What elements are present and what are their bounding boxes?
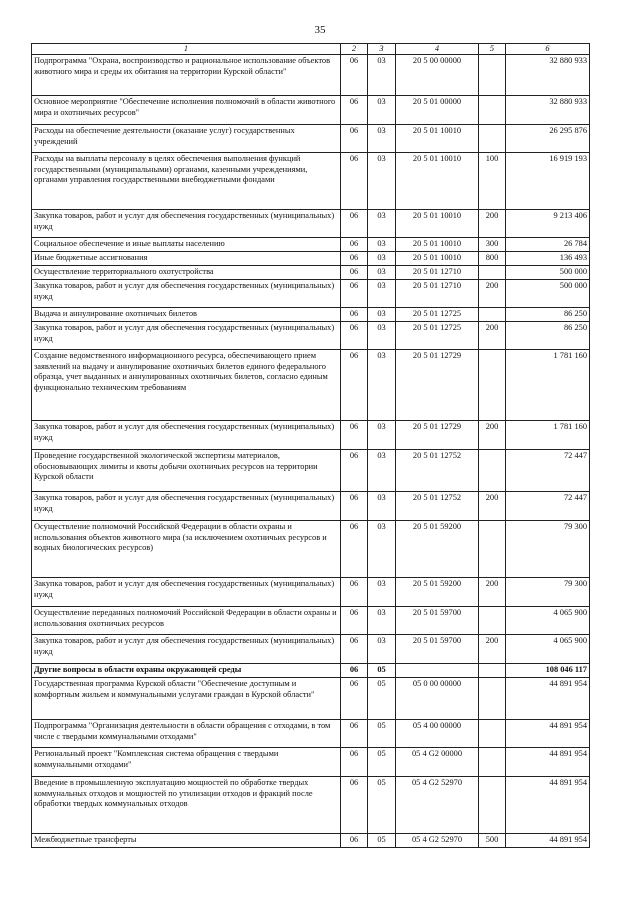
target-article-cell: 20 5 01 59700 xyxy=(396,607,479,635)
subsection-code-cell: 03 xyxy=(368,153,396,210)
budget-table-body xyxy=(32,44,590,848)
target-article-cell: 20 5 00 00000 xyxy=(396,55,479,96)
subsection-code-cell: 05 xyxy=(368,678,396,720)
target-article-cell: 20 5 01 12725 xyxy=(396,322,479,350)
item-name-cell: Закупка товаров, работ и услуг для обеспечения государственных (муниципальных) нужд xyxy=(32,492,341,521)
section-code-cell: 06 xyxy=(341,252,368,266)
table-row xyxy=(32,125,590,153)
column-number: 4 xyxy=(396,44,479,55)
table-row xyxy=(32,492,590,521)
subsection-code-cell: 05 xyxy=(368,664,396,678)
amount-cell: 44 891 954 xyxy=(506,834,590,848)
target-article-cell: 20 5 01 10010 xyxy=(396,153,479,210)
table-row xyxy=(32,252,590,266)
budget-table xyxy=(31,43,590,848)
table-row xyxy=(32,635,590,664)
target-article-cell: 05 4 G2 52970 xyxy=(396,777,479,834)
amount-cell: 72 447 xyxy=(506,450,590,492)
table-row xyxy=(32,421,590,450)
expense-type-cell: 200 xyxy=(479,210,506,238)
amount-cell: 26 784 xyxy=(506,238,590,252)
amount-cell: 500 000 xyxy=(506,266,590,280)
subsection-code-cell: 03 xyxy=(368,607,396,635)
table-row xyxy=(32,322,590,350)
section-code-cell: 06 xyxy=(341,125,368,153)
subsection-code-cell: 03 xyxy=(368,350,396,421)
table-row xyxy=(32,210,590,238)
column-number: 6 xyxy=(506,44,590,55)
amount-cell: 72 447 xyxy=(506,492,590,521)
item-name-cell: Подпрограмма "Охрана, воспроизводство и рациональное использование объектов животного мира и среды их обитания на территории Курской области" xyxy=(32,55,341,96)
expense-type-cell: 200 xyxy=(479,421,506,450)
subsection-code-cell: 03 xyxy=(368,421,396,450)
section-code-cell: 06 xyxy=(341,834,368,848)
item-name-cell: Подпрограмма "Организация деятельности в области обращения с отходами, в том числе с твердыми коммунальными отходами" xyxy=(32,720,341,748)
subsection-code-cell: 03 xyxy=(368,266,396,280)
section-code-cell: 06 xyxy=(341,777,368,834)
expense-type-cell xyxy=(479,777,506,834)
item-name-cell: Осуществление переданных полномочий Российской Федерации в области охраны и использования охотничьих ресурсов xyxy=(32,607,341,635)
subsection-code-cell: 05 xyxy=(368,834,396,848)
amount-cell: 44 891 954 xyxy=(506,748,590,777)
subsection-code-cell: 03 xyxy=(368,210,396,238)
amount-cell: 26 295 876 xyxy=(506,125,590,153)
amount-cell: 86 250 xyxy=(506,322,590,350)
subsection-code-cell: 03 xyxy=(368,450,396,492)
target-article-cell: 05 0 00 00000 xyxy=(396,678,479,720)
amount-cell: 1 781 160 xyxy=(506,421,590,450)
table-row xyxy=(32,664,590,678)
amount-cell: 79 300 xyxy=(506,578,590,607)
amount-cell: 79 300 xyxy=(506,521,590,578)
expense-type-cell xyxy=(479,720,506,748)
item-name-cell: Региональный проект "Комплексная система обращения с твердыми коммунальными отходами" xyxy=(32,748,341,777)
table-row xyxy=(32,238,590,252)
subsection-code-cell: 03 xyxy=(368,238,396,252)
amount-cell: 1 781 160 xyxy=(506,350,590,421)
item-name-cell: Закупка товаров, работ и услуг для обеспечения государственных (муниципальных) нужд xyxy=(32,578,341,607)
item-name-cell: Закупка товаров, работ и услуг для обеспечения государственных (муниципальных) нужд xyxy=(32,280,341,308)
amount-cell: 32 880 933 xyxy=(506,96,590,125)
amount-cell: 4 065 900 xyxy=(506,607,590,635)
table-row xyxy=(32,777,590,834)
target-article-cell: 05 4 G2 00000 xyxy=(396,748,479,777)
table-row xyxy=(32,607,590,635)
section-code-cell: 06 xyxy=(341,521,368,578)
expense-type-cell xyxy=(479,678,506,720)
item-name-cell: Введение в промышленную эксплуатацию мощностей по обработке твердых коммунальных отходов и мощностей по утилизации отходов и фракций после обработки твердых коммунальных отходов xyxy=(32,777,341,834)
expense-type-cell: 200 xyxy=(479,280,506,308)
table-row xyxy=(32,450,590,492)
target-article-cell: 05 4 G2 52970 xyxy=(396,834,479,848)
item-name-cell: Расходы на обеспечение деятельности (оказание услуг) государственных учреждений xyxy=(32,125,341,153)
table-row xyxy=(32,55,590,96)
section-code-cell: 06 xyxy=(341,492,368,521)
table-row xyxy=(32,308,590,322)
item-name-cell: Осуществление территориального охотустройства xyxy=(32,266,341,280)
table-row xyxy=(32,678,590,720)
subsection-code-cell: 03 xyxy=(368,635,396,664)
subsection-code-cell: 03 xyxy=(368,96,396,125)
target-article-cell: 20 5 01 10010 xyxy=(396,238,479,252)
item-name-cell: Закупка товаров, работ и услуг для обеспечения государственных (муниципальных) нужд xyxy=(32,421,341,450)
target-article-cell: 20 5 01 12729 xyxy=(396,421,479,450)
item-name-cell: Закупка товаров, работ и услуг для обеспечения государственных (муниципальных) нужд xyxy=(32,322,341,350)
amount-cell: 32 880 933 xyxy=(506,55,590,96)
table-row xyxy=(32,720,590,748)
section-code-cell: 06 xyxy=(341,720,368,748)
item-name-cell: Закупка товаров, работ и услуг для обеспечения государственных (муниципальных) нужд xyxy=(32,635,341,664)
expense-type-cell xyxy=(479,96,506,125)
item-name-cell: Осуществление полномочий Российской Федерации в области охраны и использования объектов животного мира (за исключением охотничьих ресурсов и водных биологических ресурсов) xyxy=(32,521,341,578)
expense-type-cell: 200 xyxy=(479,578,506,607)
target-article-cell: 20 5 01 12752 xyxy=(396,492,479,521)
item-name-cell: Основное мероприятие "Обеспечение исполнения полномочий в области животного мира и охотничьих ресурсов" xyxy=(32,96,341,125)
expense-type-cell xyxy=(479,664,506,678)
expense-type-cell: 200 xyxy=(479,322,506,350)
amount-cell: 108 046 117 xyxy=(506,664,590,678)
target-article-cell: 20 5 01 12710 xyxy=(396,266,479,280)
item-name-cell: Межбюджетные трансферты xyxy=(32,834,341,848)
expense-type-cell: 200 xyxy=(479,635,506,664)
subsection-code-cell: 05 xyxy=(368,748,396,777)
item-name-cell: Выдача и аннулирование охотничьих билетов xyxy=(32,308,341,322)
section-code-cell: 06 xyxy=(341,748,368,777)
amount-cell: 44 891 954 xyxy=(506,720,590,748)
column-number: 2 xyxy=(341,44,368,55)
subsection-code-cell: 03 xyxy=(368,308,396,322)
amount-cell: 9 213 406 xyxy=(506,210,590,238)
section-code-cell: 06 xyxy=(341,350,368,421)
amount-cell: 86 250 xyxy=(506,308,590,322)
page-number: 35 xyxy=(314,24,326,36)
target-article-cell: 05 4 00 00000 xyxy=(396,720,479,748)
section-code-cell: 06 xyxy=(341,635,368,664)
subsection-code-cell: 03 xyxy=(368,322,396,350)
expense-type-cell xyxy=(479,308,506,322)
section-code-cell: 06 xyxy=(341,210,368,238)
expense-type-cell xyxy=(479,748,506,777)
expense-type-cell: 500 xyxy=(479,834,506,848)
budget-table-container xyxy=(31,43,589,848)
section-code-cell: 06 xyxy=(341,322,368,350)
item-name-cell: Иные бюджетные ассигнования xyxy=(32,252,341,266)
expense-type-cell xyxy=(479,350,506,421)
section-code-cell: 06 xyxy=(341,607,368,635)
amount-cell: 4 065 900 xyxy=(506,635,590,664)
target-article-cell: 20 5 01 10010 xyxy=(396,210,479,238)
item-name-cell: Социальное обеспечение и иные выплаты населению xyxy=(32,238,341,252)
subsection-code-cell: 03 xyxy=(368,521,396,578)
amount-cell: 136 493 xyxy=(506,252,590,266)
expense-type-cell xyxy=(479,266,506,280)
column-number: 5 xyxy=(479,44,506,55)
table-row xyxy=(32,521,590,578)
expense-type-cell: 800 xyxy=(479,252,506,266)
section-code-cell: 06 xyxy=(341,678,368,720)
section-code-cell: 06 xyxy=(341,308,368,322)
target-article-cell: 20 5 01 12729 xyxy=(396,350,479,421)
column-number-row xyxy=(32,44,590,55)
table-row xyxy=(32,834,590,848)
column-number: 1 xyxy=(32,44,341,55)
expense-type-cell xyxy=(479,55,506,96)
target-article-cell: 20 5 01 12725 xyxy=(396,308,479,322)
section-code-cell: 06 xyxy=(341,153,368,210)
subsection-code-cell: 05 xyxy=(368,720,396,748)
expense-type-cell xyxy=(479,125,506,153)
target-article-cell xyxy=(396,664,479,678)
item-name-cell: Государственная программа Курской области "Обеспечение доступным и комфортным жильем и коммунальными услугами граждан в Курской области" xyxy=(32,678,341,720)
section-code-cell: 06 xyxy=(341,450,368,492)
column-number: 3 xyxy=(368,44,396,55)
target-article-cell: 20 5 01 00000 xyxy=(396,96,479,125)
item-name-cell: Расходы на выплаты персоналу в целях обеспечения выполнения функций государственными (муниципальными) органами, казенными учреждениями, органами управления государственными внебюджетными фондами xyxy=(32,153,341,210)
table-row xyxy=(32,350,590,421)
target-article-cell: 20 5 01 12710 xyxy=(396,280,479,308)
amount-cell: 44 891 954 xyxy=(506,777,590,834)
section-code-cell: 06 xyxy=(341,280,368,308)
amount-cell: 500 000 xyxy=(506,280,590,308)
expense-type-cell: 300 xyxy=(479,238,506,252)
expense-type-cell: 100 xyxy=(479,153,506,210)
item-name-cell: Другие вопросы в области охраны окружающей среды xyxy=(32,664,341,678)
expense-type-cell xyxy=(479,521,506,578)
item-name-cell: Создание ведомственного информационного ресурса, обеспечивающего прием заявлений на выдачу и аннулирование охотничьих билетов единого федерального образца, учет выданных и аннулированных охотничьих билетов, согласно единым функционально техническим требованиям xyxy=(32,350,341,421)
section-code-cell: 06 xyxy=(341,55,368,96)
item-name-cell: Проведение государственной экологической экспертизы материалов, обосновывающих лимиты и квоты добычи охотничьих ресурсов на территории Курской области xyxy=(32,450,341,492)
item-name-cell: Закупка товаров, работ и услуг для обеспечения государственных (муниципальных) нужд xyxy=(32,210,341,238)
target-article-cell: 20 5 01 59700 xyxy=(396,635,479,664)
subsection-code-cell: 03 xyxy=(368,252,396,266)
amount-cell: 16 919 193 xyxy=(506,153,590,210)
subsection-code-cell: 03 xyxy=(368,578,396,607)
target-article-cell: 20 5 01 12752 xyxy=(396,450,479,492)
table-row xyxy=(32,578,590,607)
table-row xyxy=(32,153,590,210)
subsection-code-cell: 05 xyxy=(368,777,396,834)
target-article-cell: 20 5 01 59200 xyxy=(396,521,479,578)
section-code-cell: 06 xyxy=(341,266,368,280)
table-row xyxy=(32,266,590,280)
amount-cell: 44 891 954 xyxy=(506,678,590,720)
expense-type-cell xyxy=(479,450,506,492)
expense-type-cell: 200 xyxy=(479,492,506,521)
target-article-cell: 20 5 01 59200 xyxy=(396,578,479,607)
subsection-code-cell: 03 xyxy=(368,492,396,521)
table-row xyxy=(32,748,590,777)
section-code-cell: 06 xyxy=(341,664,368,678)
section-code-cell: 06 xyxy=(341,238,368,252)
table-row xyxy=(32,280,590,308)
target-article-cell: 20 5 01 10010 xyxy=(396,252,479,266)
section-code-cell: 06 xyxy=(341,578,368,607)
expense-type-cell xyxy=(479,607,506,635)
table-row xyxy=(32,96,590,125)
section-code-cell: 06 xyxy=(341,421,368,450)
subsection-code-cell: 03 xyxy=(368,125,396,153)
subsection-code-cell: 03 xyxy=(368,55,396,96)
section-code-cell: 06 xyxy=(341,96,368,125)
subsection-code-cell: 03 xyxy=(368,280,396,308)
target-article-cell: 20 5 01 10010 xyxy=(396,125,479,153)
